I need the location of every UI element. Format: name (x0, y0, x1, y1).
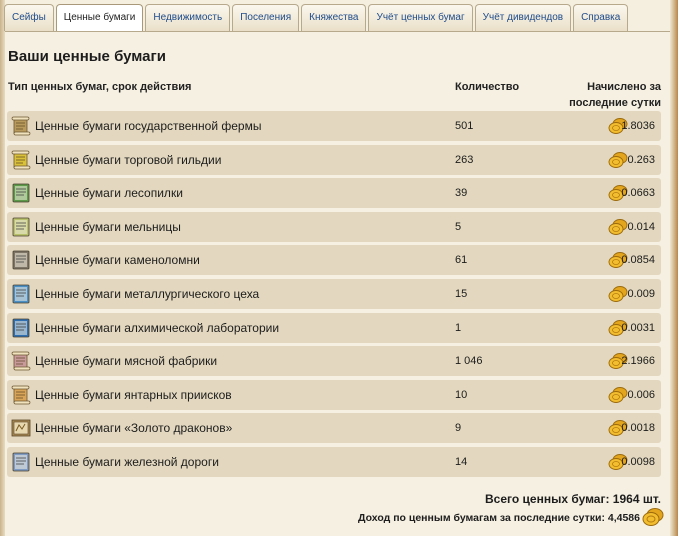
security-name[interactable]: Ценные бумаги янтарных приисков (35, 387, 232, 402)
security-accrued: 0.014 (627, 220, 655, 233)
gold-coins-icon (608, 285, 628, 303)
tab-7[interactable]: Справка (573, 4, 628, 31)
security-quantity: 9 (455, 422, 462, 435)
column-header-accrued-line2: последние сутки (569, 97, 661, 109)
security-name[interactable]: Ценные бумаги металлургического цеха (35, 286, 260, 301)
tab-bar (4, 4, 670, 32)
document-icon (10, 216, 32, 238)
column-header-quantity: Количество (455, 81, 520, 93)
document-icon (10, 182, 32, 204)
table-row[interactable] (7, 178, 661, 208)
gold-coins-icon (608, 218, 628, 236)
security-quantity: 39 (455, 187, 468, 200)
right-frame (670, 0, 678, 536)
tab-6[interactable]: Учёт дивидендов (475, 4, 571, 31)
scroll-icon (10, 149, 32, 171)
security-name[interactable]: Ценные бумаги мельницы (35, 219, 181, 234)
table-row[interactable] (7, 447, 661, 477)
map-icon (10, 417, 32, 439)
securities-list (7, 111, 661, 481)
tab-2[interactable]: Недвижимость (145, 4, 230, 31)
table-row[interactable] (7, 313, 661, 343)
table-row[interactable] (7, 111, 661, 141)
security-name[interactable]: Ценные бумаги железной дороги (35, 454, 219, 469)
security-name[interactable]: Ценные бумаги алхимической лаборатории (35, 320, 280, 335)
security-accrued: 0.0098 (621, 455, 655, 468)
security-accrued: 0.006 (627, 388, 655, 401)
table-row[interactable] (7, 380, 661, 410)
scroll-icon (10, 115, 32, 137)
gold-coins-icon (608, 386, 628, 404)
security-accrued: 1.8036 (621, 120, 655, 132)
security-accrued: 0.0854 (621, 254, 655, 267)
security-quantity: 10 (455, 388, 468, 401)
security-quantity: 5 (455, 220, 462, 233)
tab-5[interactable]: Учёт ценных бумаг (368, 4, 472, 31)
security-quantity: 15 (455, 287, 468, 300)
document-icon (10, 317, 32, 339)
table-row[interactable] (7, 413, 661, 443)
security-accrued: 0.0663 (621, 187, 655, 200)
tab-0[interactable]: Сейфы (4, 4, 54, 31)
security-accrued: 0.0018 (621, 422, 655, 435)
security-quantity: 1 046 (455, 355, 483, 368)
security-quantity: 263 (455, 153, 474, 166)
security-accrued: 0.009 (627, 287, 655, 300)
table-row[interactable] (7, 346, 661, 376)
security-accrued: 2.1966 (621, 355, 655, 368)
table-row[interactable] (7, 245, 661, 275)
table-row[interactable] (7, 145, 661, 175)
tab-1[interactable]: Ценные бумаги (56, 4, 144, 33)
security-name[interactable]: Ценные бумаги «Золото драконов» (35, 421, 233, 436)
total-securities: Всего ценных бумаг: 1964 шт. (485, 492, 661, 506)
tab-3[interactable]: Поселения (232, 4, 299, 31)
security-quantity: 1 (455, 321, 462, 334)
gold-coins-icon (608, 151, 628, 169)
security-quantity: 14 (455, 455, 468, 468)
document-icon (10, 451, 32, 473)
column-header-accrued-line1: Начислено за (587, 81, 661, 93)
page-title: Ваши ценные бумаги (8, 48, 166, 65)
table-row[interactable] (7, 279, 661, 309)
security-name[interactable]: Ценные бумаги лесопилки (35, 186, 183, 201)
gold-coins-icon (642, 507, 664, 527)
daily-income: Доход по ценным бумагам за последние сутки: 4,4586 (358, 512, 640, 524)
document-icon (10, 249, 32, 271)
security-name[interactable]: Ценные бумаги каменоломни (35, 253, 200, 268)
security-accrued: 0.263 (627, 153, 655, 166)
security-accrued: 0.0031 (621, 321, 655, 334)
security-name[interactable]: Ценные бумаги торговой гильдии (35, 152, 222, 167)
document-icon (10, 283, 32, 305)
scroll-icon (10, 384, 32, 406)
column-header-type: Тип ценных бумаг, срок действия (8, 81, 192, 93)
security-name[interactable]: Ценные бумаги мясной фабрики (35, 354, 218, 369)
security-name[interactable]: Ценные бумаги государственной фермы (35, 119, 262, 133)
security-quantity: 501 (455, 120, 474, 132)
scroll-icon (10, 350, 32, 372)
table-row[interactable] (7, 212, 661, 242)
tab-4[interactable]: Княжества (301, 4, 366, 31)
security-quantity: 61 (455, 254, 468, 267)
